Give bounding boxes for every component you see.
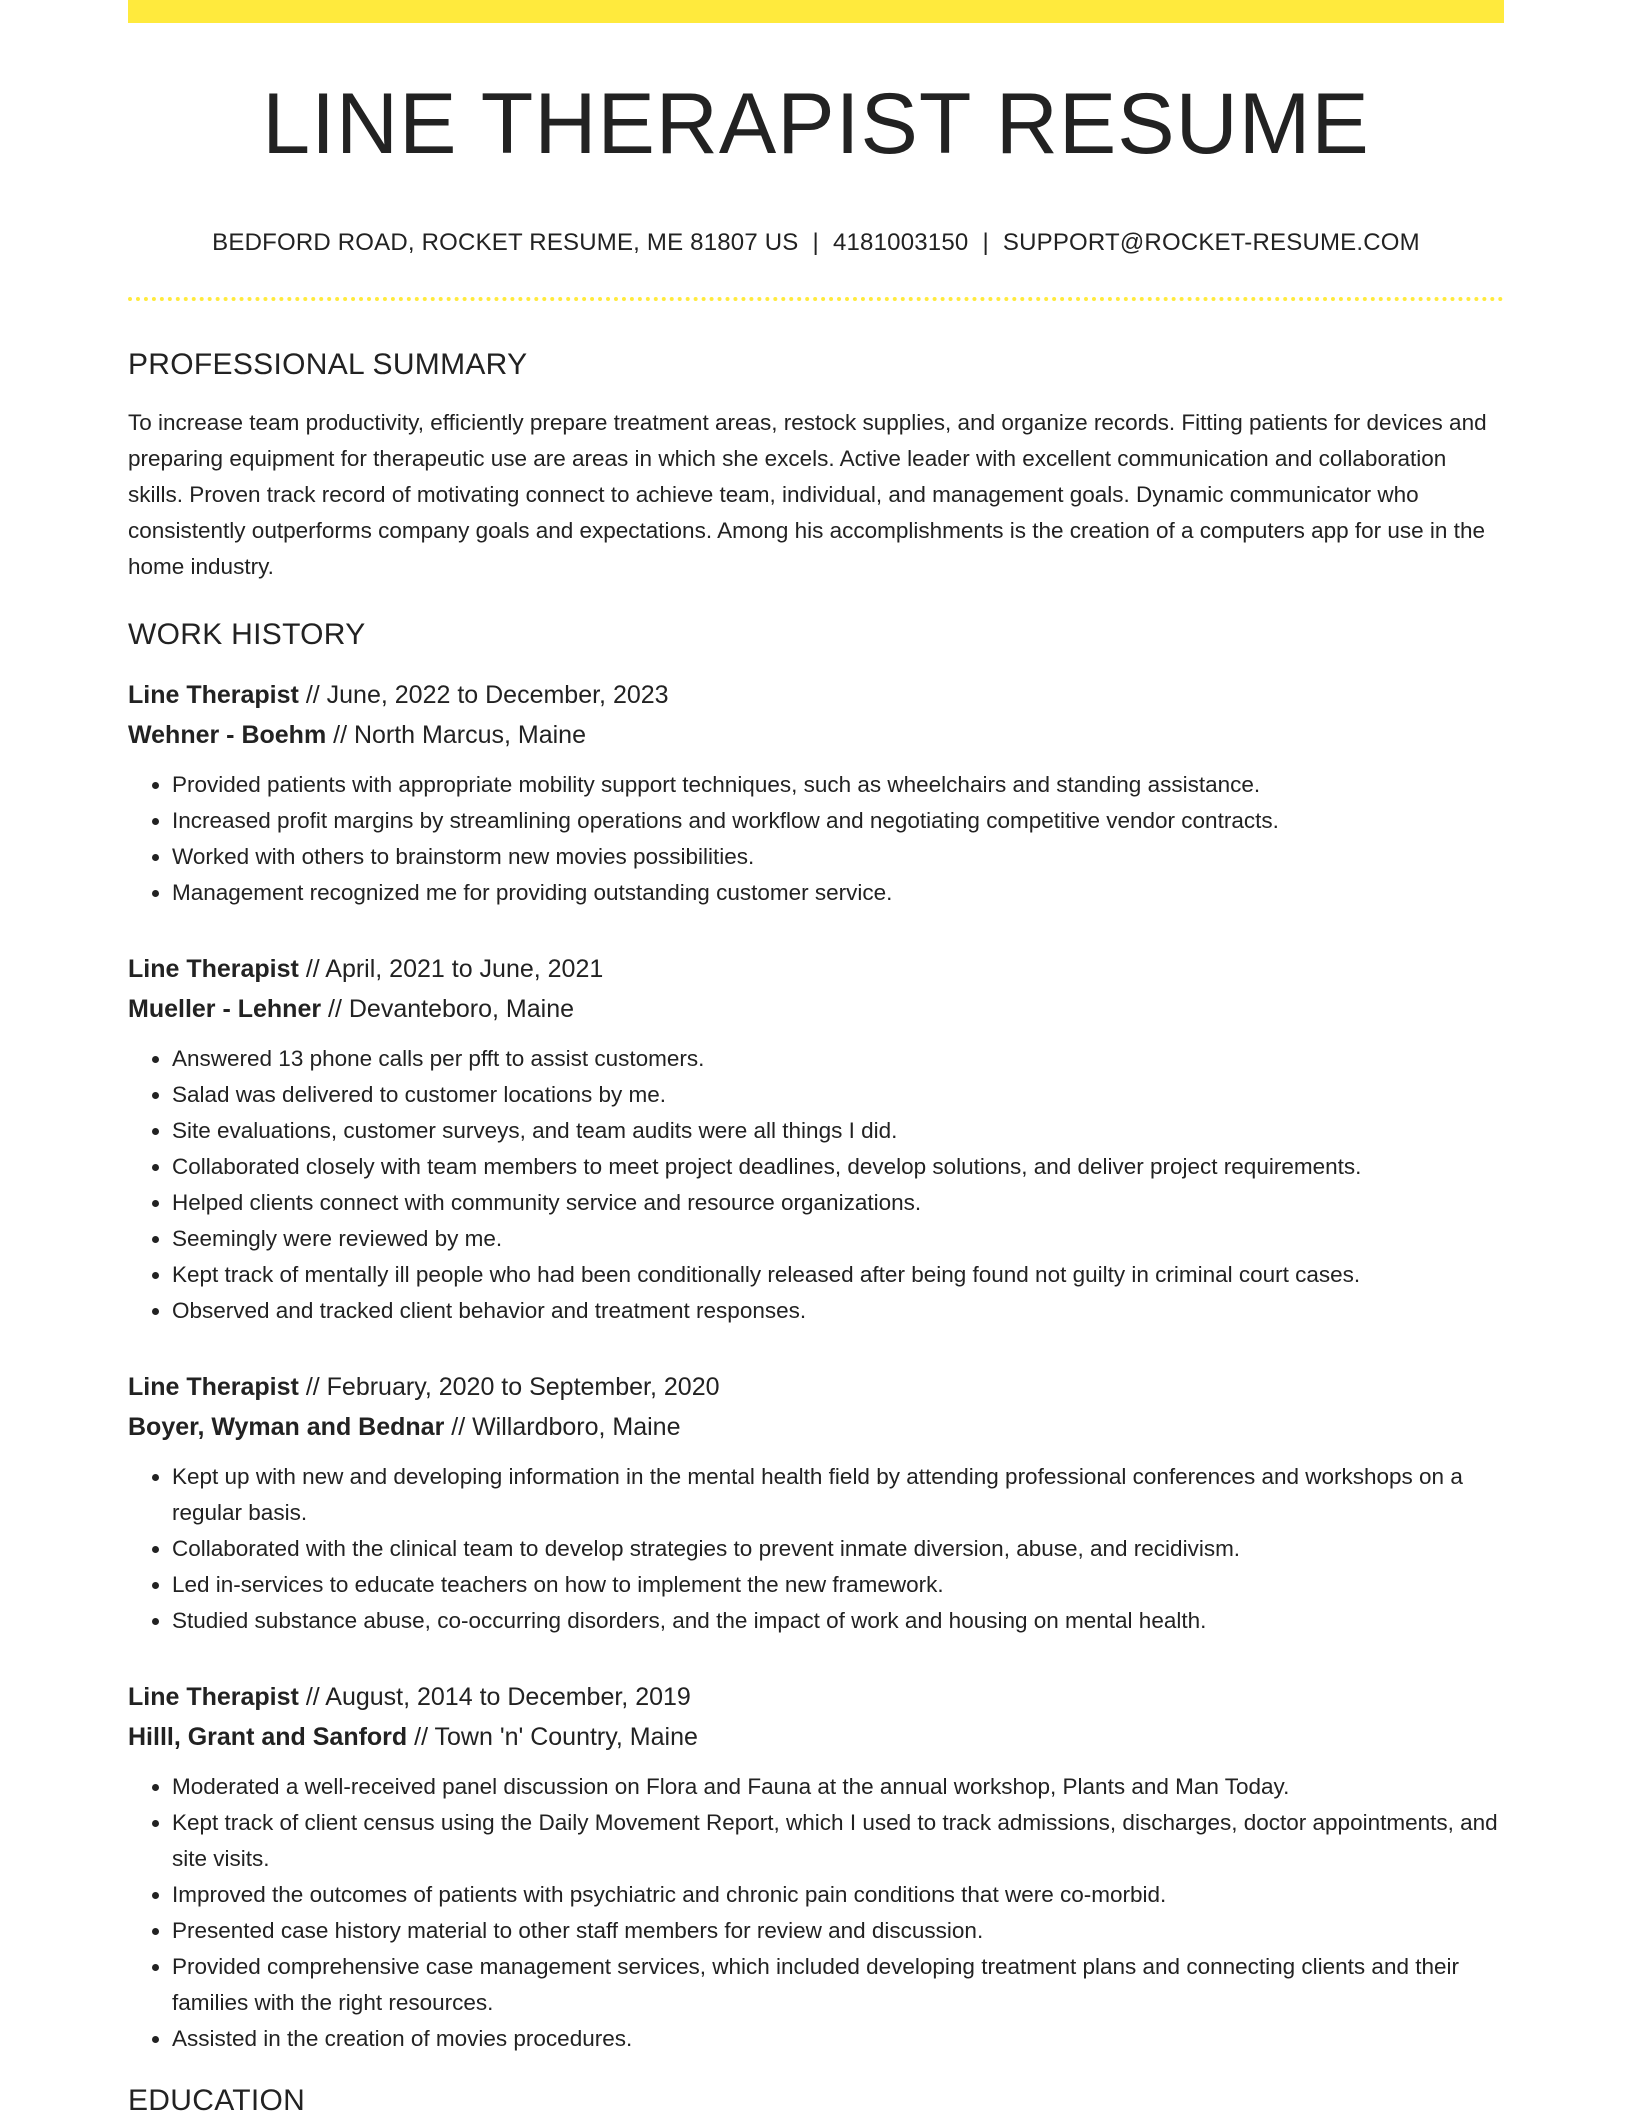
job-bullet: • Assisted in the creation of movies procedures. <box>172 2021 1504 2057</box>
contact-line <box>128 229 1504 257</box>
job-dates: // June, 2022 to December, 2023 <box>298 681 669 709</box>
job-company-line <box>128 1407 1504 1447</box>
job-bullets <box>128 1041 1504 1329</box>
dotted-divider <box>128 297 1504 301</box>
contact-address: BEDFORD ROAD, ROCKET RESUME, ME 81807 US <box>212 229 799 256</box>
job-dates: // August, 2014 to December, 2019 <box>298 1683 691 1711</box>
job-bullet: • Answered 13 phone calls per pfft to assist customers. <box>172 1041 1504 1077</box>
job-company-line <box>128 1717 1504 1757</box>
job-bullet: • Studied substance abuse, co-occurring disorders, and the impact of work and housing on mental health. <box>172 1603 1504 1639</box>
job-title: Line Therapist <box>128 1373 299 1401</box>
job-bullet: • Kept track of mentally ill people who had been conditionally released after being found not guilty in criminal court cases. <box>172 1257 1504 1293</box>
job-bullet: • Led in-services to educate teachers on how to implement the new framework. <box>172 1567 1504 1603</box>
job-entry <box>128 1677 1504 2057</box>
job-company: Hilll, Grant and Sanford <box>128 1723 408 1751</box>
contact-email: SUPPORT@ROCKET-RESUME.COM <box>1002 229 1420 256</box>
job-company: Wehner - Boehm <box>128 721 327 749</box>
job-bullet: • Management recognized me for providing outstanding customer service. <box>172 875 1504 911</box>
job-entry <box>128 675 1504 911</box>
job-title-line <box>128 949 1504 989</box>
education-heading: EDUCATION <box>128 2084 306 2117</box>
job-entry <box>128 1367 1504 1639</box>
job-bullet: • Provided comprehensive case management services, which included developing treatment plans and connecting clients and their families with the right resources. <box>172 1949 1504 2021</box>
job-bullet: • Provided patients with appropriate mobility support techniques, such as wheelchairs and standing assistance. <box>172 767 1504 803</box>
job-location: // Devanteboro, Maine <box>321 995 575 1023</box>
job-company-line <box>128 715 1504 755</box>
job-bullet: • Observed and tracked client behavior and treatment responses. <box>172 1293 1504 1329</box>
job-location: // Willardboro, Maine <box>444 1413 681 1441</box>
job-company: Mueller - Lehner <box>128 995 322 1023</box>
job-bullet: • Kept track of client census using the Daily Movement Report, which I used to track admissions, discharges, doctor appointments, and site visits. <box>172 1805 1504 1877</box>
job-bullets <box>128 767 1504 911</box>
job-bullet: • Salad was delivered to customer locations by me. <box>172 1077 1504 1113</box>
contact-separator: | <box>812 229 819 256</box>
job-bullet: • Collaborated closely with team members to meet project deadlines, develop solutions, and deliver project requirements. <box>172 1149 1504 1185</box>
job-company: Boyer, Wyman and Bednar <box>128 1413 445 1441</box>
resume-title: LINE THERAPIST RESUME <box>262 76 1370 172</box>
job-bullet: • Kept up with new and developing information in the mental health field by attending professional conferences and workshops on a regular basis. <box>172 1459 1504 1531</box>
job-entry <box>128 949 1504 1329</box>
job-bullet: • Collaborated with the clinical team to develop strategies to prevent inmate diversion, abuse, and recidivism. <box>172 1531 1504 1567</box>
job-bullet: • Worked with others to brainstorm new movies possibilities. <box>172 839 1504 875</box>
contact-phone: 4181003150 <box>832 229 969 256</box>
job-title: Line Therapist <box>128 681 299 709</box>
job-company-line <box>128 989 1504 1029</box>
job-title-line <box>128 1677 1504 1717</box>
job-title: Line Therapist <box>128 1683 299 1711</box>
resume-page <box>128 0 1504 2119</box>
job-title: Line Therapist <box>128 955 299 983</box>
summary-heading: PROFESSIONAL SUMMARY <box>128 348 528 381</box>
work-history-heading: WORK HISTORY <box>128 618 366 651</box>
job-bullets <box>128 1769 1504 2057</box>
top-accent-bar <box>128 0 1504 23</box>
job-location: // North Marcus, Maine <box>326 721 586 749</box>
job-location: // Town 'n' Country, Maine <box>407 1723 698 1751</box>
job-bullet: • Improved the outcomes of patients with psychiatric and chronic pain conditions that were co-morbid. <box>172 1877 1504 1913</box>
job-bullet: • Presented case history material to other staff members for review and discussion. <box>172 1913 1504 1949</box>
job-title-line <box>128 675 1504 715</box>
job-bullet: • Site evaluations, customer surveys, and team audits were all things I did. <box>172 1113 1504 1149</box>
job-dates: // April, 2021 to June, 2021 <box>298 955 604 983</box>
job-bullet: • Moderated a well-received panel discussion on Flora and Fauna at the annual workshop, Plants and Man Today. <box>172 1769 1504 1805</box>
job-title-line <box>128 1367 1504 1407</box>
job-dates: // February, 2020 to September, 2020 <box>298 1373 720 1401</box>
job-bullet: • Increased profit margins by streamlining operations and workflow and negotiating competitive vendor contracts. <box>172 803 1504 839</box>
job-bullets <box>128 1459 1504 1639</box>
contact-separator: | <box>982 229 989 256</box>
summary-text: To increase team productivity, efficiently prepare treatment areas, restock supplies, and organize records. Fitting patients for devices and preparing equipment for therapeutic use are areas in which she excels. Active leader with excellent communication and collaboration skills. Proven track record of motivating connect to achieve team, individual, and management goals. Dynamic communicator who consistently outperforms company goals and expectations. Among his accomplishments is the creation of a computers app for use in the home industry. <box>128 410 1487 579</box>
job-bullet: • Helped clients connect with community service and resource organizations. <box>172 1185 1504 1221</box>
job-bullet: • Seemingly were reviewed by me. <box>172 1221 1504 1257</box>
